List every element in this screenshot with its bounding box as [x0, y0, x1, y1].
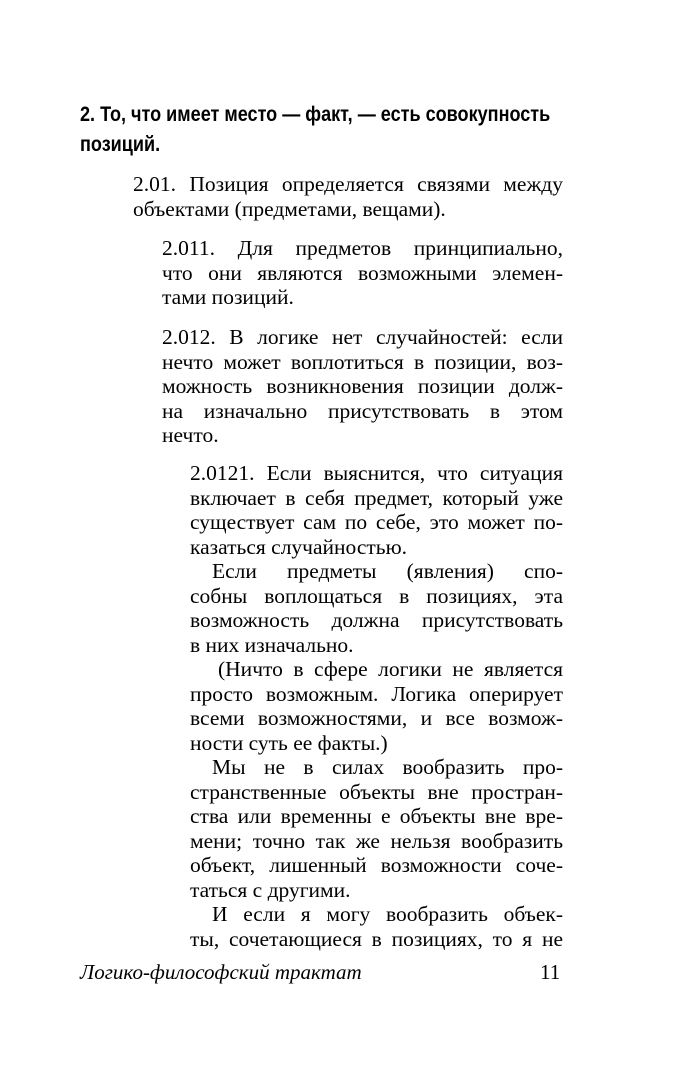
- text-line: собны воплощаться в позициях, эта: [190, 583, 563, 608]
- paragraph-2-01: [133, 172, 563, 221]
- text-line: объектами (предметами, вещами).: [133, 196, 446, 221]
- text-line: (Ничто в сфере логики не является: [218, 657, 563, 681]
- text-line: Если предметы (явления) спо-: [212, 559, 563, 583]
- running-footer-title: Логико-философский трактат: [80, 960, 362, 984]
- text-line: ства или временны е объекты вне вре-: [190, 804, 563, 828]
- text-line: на изначально присутствовать в этом: [162, 398, 563, 423]
- paragraph-2-011: [162, 236, 563, 310]
- paragraph-2-012: [162, 325, 563, 448]
- text-line: всеми возможностями, и все возмож-: [190, 706, 563, 730]
- text-line: 2.01. Позиция определяется связями между: [133, 172, 563, 196]
- text-line: 2.011. Для предметов принципиально,: [162, 236, 563, 260]
- text-line: таться с другими.: [190, 877, 351, 902]
- text-line: странственные объекты вне простран-: [190, 779, 563, 804]
- text-line: 2.012. В логике нет случайностей: если: [162, 325, 563, 349]
- text-line: ты, сочетающиеся в позициях, то я не: [190, 926, 563, 951]
- text-line: что они являются возможными элемен-: [162, 260, 563, 285]
- page-number: 11: [540, 960, 561, 984]
- text-line: можность возникновения позиции долж-: [162, 374, 563, 398]
- text-line: казаться случайностью.: [190, 534, 408, 559]
- text-line: в них изначально.: [190, 632, 354, 657]
- heading-line: 2. То, что имеет место — факт, — есть совокупность: [80, 103, 551, 126]
- heading-line: позиций.: [80, 133, 161, 156]
- text-line: мени; точно так же нельзя вообразить: [190, 828, 563, 853]
- text-line: существует сам по себе, это может по-: [190, 510, 563, 534]
- text-line: возможность должна присутствовать: [190, 608, 563, 632]
- text-line: нечто.: [162, 423, 219, 447]
- text-line: включает в себя предмет, который уже: [190, 485, 563, 510]
- text-line: 2.0121. Если выяснится, что ситуация: [190, 461, 563, 485]
- paragraph-2-0121: [190, 461, 563, 951]
- text-line: просто возможным. Логика оперирует: [190, 681, 563, 706]
- text-line: объект, лишенный возможности соче-: [190, 853, 563, 877]
- text-line: ности суть ее факты.): [190, 730, 388, 755]
- text-line: тами позиций.: [162, 285, 294, 309]
- text-line: И если я могу вообразить объек-: [212, 902, 563, 926]
- text-line: Мы не в силах вообразить про-: [212, 755, 563, 779]
- section-heading: [80, 100, 562, 160]
- text-line: нечто может воплотиться в позиции, воз-: [162, 349, 563, 374]
